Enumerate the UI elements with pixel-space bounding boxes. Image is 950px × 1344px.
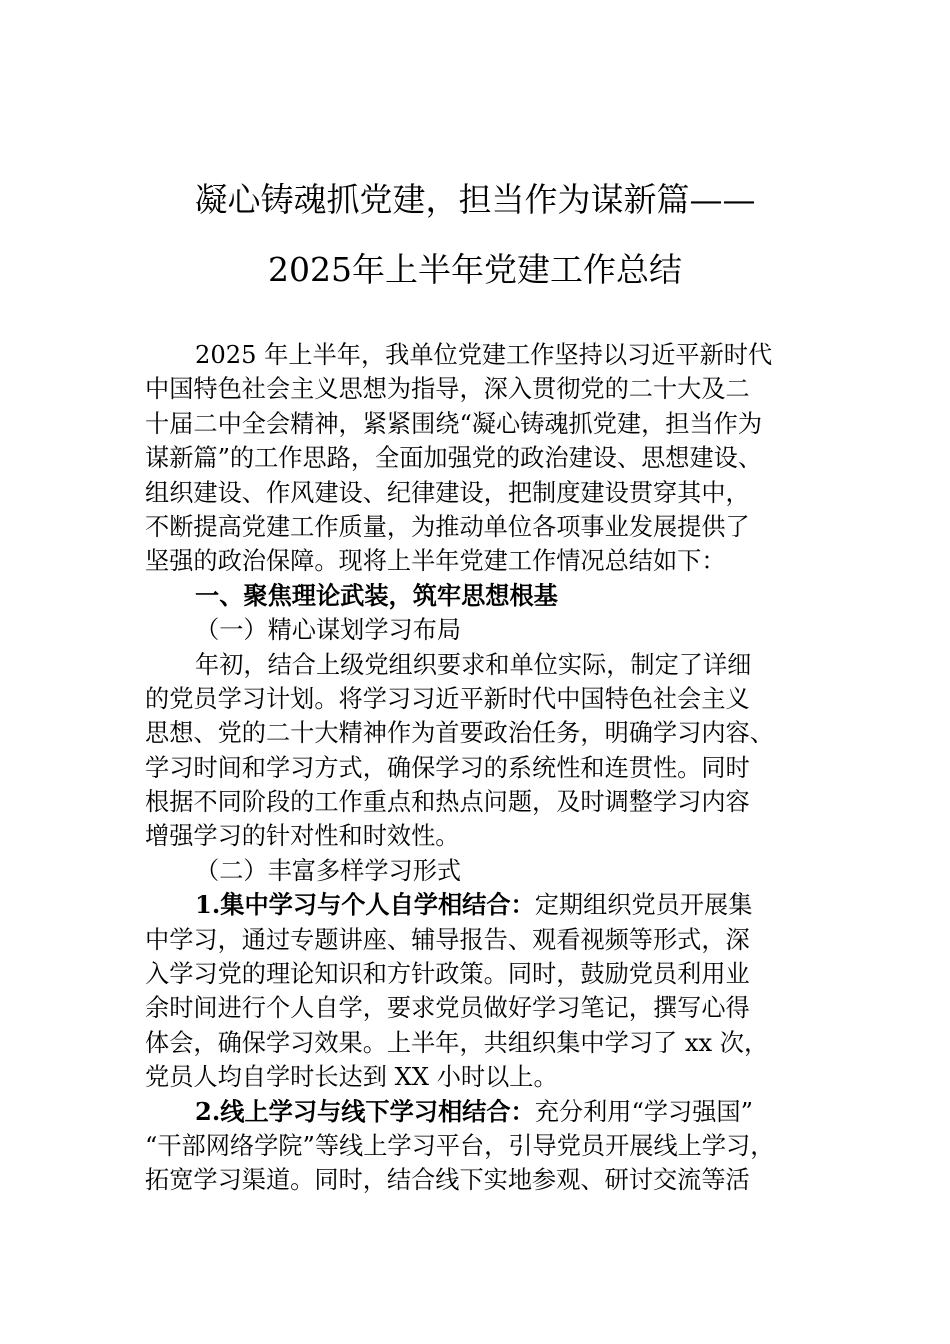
- intro-line: 坚强的政治保障。现将上半年党建工作情况总结如下：: [145, 547, 726, 576]
- document-body: [145, 338, 810, 1198]
- intro-line: 2025 年上半年，我单位党建工作坚持以习近平新时代: [195, 341, 773, 369]
- intro-line: 中国特色社会主义思想为指导，深入贯彻党的二十大及二: [145, 375, 750, 404]
- paragraph-line: 年初，结合上级党组织要求和单位实际，制定了详细: [195, 650, 752, 679]
- intro-line: 组织建设、作风建设、纪律建设，把制度建设贯穿其中，: [145, 478, 750, 507]
- paragraph-line: “干部网络学院”等线上学习平台，引导党员开展线上学习，: [145, 1131, 775, 1160]
- paragraph-line: 党员人均自学时长达到 XX 小时以上。: [145, 1063, 558, 1092]
- subsection-heading: （一）精心谋划学习布局: [195, 616, 462, 645]
- paragraph-line: 体会，确保学习效果。上半年，共组织集中学习了 xx 次，: [145, 1028, 769, 1057]
- subsection-heading: （二）丰富多样学习形式: [195, 856, 462, 885]
- paragraph-line: 入学习党的理论知识和方针政策。同时，鼓励党员利用业: [145, 960, 750, 989]
- paragraph-line: 的党员学习计划。将学习习近平新时代中国特色社会主义: [145, 684, 750, 713]
- intro-line: 不断提高党建工作质量，为推动单位各项事业发展提供了: [145, 512, 750, 541]
- paragraph-line: 思想、党的二十大精神作为首要政治任务，明确学习内容、: [145, 719, 774, 748]
- paragraph-line: 增强学习的针对性和时效性。: [145, 822, 460, 851]
- document-title-line-1: 凝心铸魂抓党建，担当作为谋新篇——: [194, 180, 756, 219]
- paragraph-line: 学习时间和学习方式，确保学习的系统性和连贯性。同时: [145, 753, 750, 782]
- item-first-line: [145, 888, 810, 922]
- intro-line: 谋新篇”的工作思路，全面加强党的政治建设、思想建设、: [145, 444, 763, 473]
- item-first-line: [145, 1095, 810, 1129]
- item-label: 2.线上学习与线下学习相结合：: [195, 1096, 535, 1126]
- paragraph-line: 拓宽学习渠道。同时，结合线下实地参观、研讨交流等活: [145, 1166, 750, 1195]
- document-title-line-2: 2025年上半年党建工作总结: [268, 250, 682, 289]
- item-text: 充分利用“学习强国”: [534, 1097, 753, 1126]
- paragraph-line: 余时间进行个人自学，要求党员做好学习笔记，撰写心得: [145, 994, 750, 1023]
- section-heading: 一、聚焦理论武装，筑牢思想根基: [195, 580, 558, 610]
- paragraph-line: 根据不同阶段的工作重点和热点问题，及时调整学习内容: [145, 788, 750, 817]
- intro-line: 十届二中全会精神，紧紧围绕“凝心铸魂抓党建，担当作为: [145, 409, 763, 438]
- item-label: 1.集中学习与个人自学相结合：: [195, 890, 535, 920]
- item-text: 定期组织党员开展集: [534, 891, 753, 920]
- paragraph-line: 中学习，通过专题讲座、辅导报告、观看视频等形式，深: [145, 925, 750, 954]
